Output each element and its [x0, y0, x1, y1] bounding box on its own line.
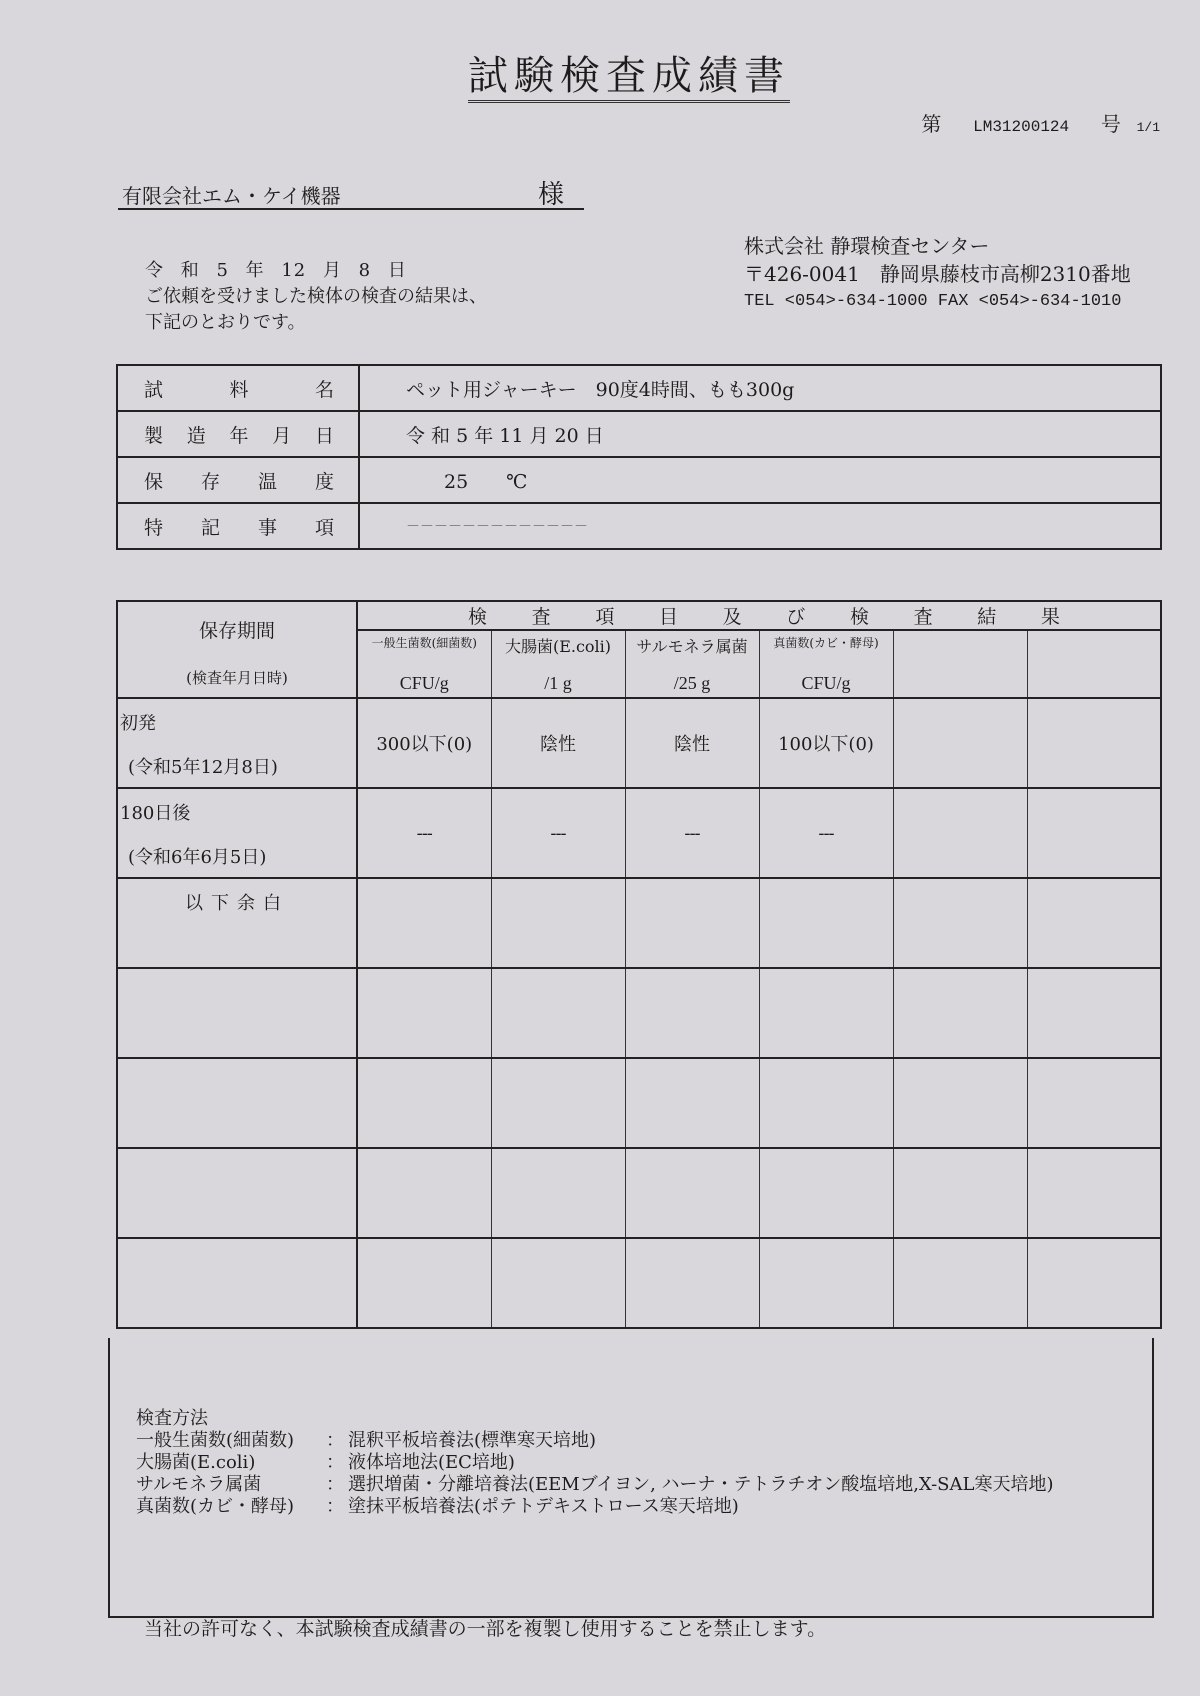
column-name: 大腸菌(E.coli) [504, 637, 612, 656]
result-cell [759, 878, 893, 968]
issue-date: 令 和 5 年 12 月 8 日 [145, 260, 407, 281]
page-indicator: 1/1 [1136, 120, 1160, 135]
result-cell [893, 1058, 1027, 1148]
result-cell [625, 1148, 759, 1238]
method-item: 大腸菌(E.coli) [136, 1452, 256, 1473]
doc-number-suffix: 号 [1100, 112, 1121, 136]
method-description: 塗抹平板培養法(ポテトデキストロース寒天培地) [348, 1496, 739, 1517]
result-cell [893, 1238, 1027, 1328]
results-table [116, 600, 1162, 1329]
period-cell [117, 1238, 357, 1328]
result-cell [1027, 1058, 1161, 1148]
result-cell: --- [759, 788, 893, 878]
column-unit: /25 g [673, 673, 711, 693]
period-cell [117, 878, 357, 968]
label-char: 記 [200, 516, 220, 539]
table-row [117, 968, 1161, 1058]
sample-info-row [117, 457, 1161, 503]
result-cell [625, 878, 759, 968]
result-cell [893, 968, 1027, 1058]
sample-info-row [117, 365, 1161, 411]
method-row [136, 1452, 1053, 1474]
letter-block [145, 258, 487, 336]
result-cell [759, 1058, 893, 1148]
sample-name-value: ペット用ジャーキー 90度4時間、もも300g [359, 365, 1161, 411]
manufacture-date-value: 令 和 5 年 11 月 20 日 [359, 411, 1161, 457]
period-cell [117, 788, 357, 878]
result-cell: --- [491, 788, 625, 878]
column-header-ecoli [491, 630, 625, 698]
table-row [117, 1238, 1161, 1328]
table-row [117, 1058, 1161, 1148]
result-cell [893, 1148, 1027, 1238]
group-header-char: 査 [531, 606, 551, 628]
result-cell: --- [625, 788, 759, 878]
column-name: 真菌数(カビ・酵母) [773, 636, 879, 650]
method-description: 液体培地法(EC培地) [348, 1452, 515, 1473]
column-name: サルモネラ属菌 [636, 637, 748, 656]
method-description: 選択増菌・分離培養法(EEMブイヨン, ハーナ・テトラチオン酸塩培地,X-SAL寒天培地) [348, 1474, 1054, 1495]
label-char: 存 [200, 470, 220, 493]
column-unit: /1 g [544, 673, 572, 693]
period-cell [117, 698, 357, 788]
issuer-contact: TEL <054>-634-1000 FAX <054>-634-1010 [744, 292, 1122, 311]
label-char: 試 [144, 378, 164, 401]
label-char: 度 [314, 470, 334, 493]
label-char: 事 [257, 516, 277, 539]
sample-info-row [117, 411, 1161, 457]
period-cell [117, 1148, 357, 1238]
letter-line-1: ご依頼を受けました検体の検査の結果は、 [145, 286, 487, 307]
table-row [117, 1148, 1161, 1238]
group-header-char: 検 [849, 606, 869, 628]
result-cell [1027, 968, 1161, 1058]
table-row [117, 698, 1161, 788]
result-cell [357, 1238, 491, 1328]
result-cell [491, 968, 625, 1058]
group-header-char: 検 [468, 606, 488, 628]
method-separator: ： [326, 1430, 344, 1451]
results-group-header-row [117, 601, 1161, 630]
group-header-char: 査 [913, 606, 933, 628]
group-header-char: 果 [1040, 606, 1060, 628]
result-cell [759, 968, 893, 1058]
label-char: 日 [314, 424, 334, 447]
result-cell: 陰性 [625, 698, 759, 788]
group-header-char: 結 [977, 606, 997, 628]
period-date: (令和5年12月8日) [128, 757, 278, 778]
storage-temp-value: 25 ℃ [359, 457, 1161, 503]
method-item: サルモネラ属菌 [136, 1474, 262, 1495]
methods-box [108, 1338, 1154, 1618]
method-row [136, 1496, 1053, 1518]
label-char: 造 [186, 424, 206, 447]
method-row [136, 1430, 1053, 1452]
sample-info-table [116, 364, 1162, 550]
group-header-char: 項 [595, 606, 615, 628]
method-separator: ： [326, 1474, 344, 1495]
blank-below-label: 以下余白 [185, 893, 289, 914]
column-unit: CFU/g [399, 673, 449, 693]
label-char: 名 [314, 378, 334, 401]
doc-number-value: LM31200124 [973, 118, 1070, 136]
result-cell [625, 1058, 759, 1148]
label-char: 年 [229, 424, 249, 447]
copyright-notice: 当社の許可なく、本試験検査成績書の一部を複製し使用することを禁止します。 [144, 1618, 827, 1640]
column-header-general-bacteria [357, 630, 491, 698]
sample-info-row [117, 503, 1161, 549]
result-cell [491, 1058, 625, 1148]
column-header-fungi [759, 630, 893, 698]
manufacture-date-label [117, 411, 359, 457]
result-cell [1027, 1148, 1161, 1238]
method-separator: ： [326, 1496, 344, 1517]
result-cell [759, 1148, 893, 1238]
result-cell [625, 1238, 759, 1328]
recipient-name: 有限会社エム・ケイ機器 [122, 184, 341, 208]
method-description: 混釈平板培養法(標準寒天培地) [348, 1430, 597, 1451]
table-row [117, 878, 1161, 968]
issuer-company: 株式会社 静環検査センター [744, 234, 990, 258]
recipient-line [118, 178, 584, 210]
group-header-char: び [786, 606, 806, 628]
result-cell: 陰性 [491, 698, 625, 788]
period-subheader-label: (検査年月日時) [186, 668, 288, 687]
period-cell [117, 968, 357, 1058]
group-header [357, 601, 1161, 630]
method-item: 真菌数(カビ・酵母) [136, 1496, 295, 1517]
period-header-label: 保存期間 [198, 619, 275, 642]
label-char: 保 [144, 470, 164, 493]
group-header-char: 目 [658, 606, 678, 628]
result-cell [893, 698, 1027, 788]
doc-number-prefix: 第 [921, 112, 942, 136]
result-cell: 300以下(0) [357, 698, 491, 788]
column-unit: CFU/g [801, 673, 851, 693]
group-header-char: 及 [722, 606, 742, 628]
column-header-salmonella [625, 630, 759, 698]
result-cell [491, 878, 625, 968]
method-row [136, 1474, 1053, 1496]
result-cell [1027, 698, 1161, 788]
result-cell [357, 1148, 491, 1238]
period-label: 180日後 [120, 803, 191, 824]
label-char: 特 [144, 516, 164, 539]
result-cell [491, 1148, 625, 1238]
method-item: 一般生菌数(細菌数) [136, 1430, 295, 1451]
result-cell [893, 878, 1027, 968]
period-date: (令和6年6月5日) [128, 847, 267, 868]
methods-title: 検査方法 [136, 1408, 208, 1429]
document-number [921, 108, 1160, 137]
label-char: 製 [144, 424, 164, 447]
remarks-value: －－－－－－－－－－－－－ [359, 503, 1161, 549]
sample-name-label [117, 365, 359, 411]
result-cell [625, 968, 759, 1058]
document-title: 試験検査成績書 [468, 54, 790, 103]
label-char: 月 [272, 424, 292, 447]
result-cell: 100以下(0) [759, 698, 893, 788]
result-cell [1027, 1238, 1161, 1328]
letter-line-2: 下記のとおりです。 [145, 312, 306, 333]
period-label: 初発 [120, 713, 156, 734]
storage-temp-label [117, 457, 359, 503]
result-cell [1027, 878, 1161, 968]
period-header [117, 601, 357, 698]
result-cell [1027, 788, 1161, 878]
issuer-block [744, 232, 1131, 316]
recipient-honorific: 様 [538, 180, 565, 210]
method-separator: ： [326, 1452, 344, 1473]
remarks-label [117, 503, 359, 549]
result-cell [893, 788, 1027, 878]
column-header-empty [893, 630, 1027, 698]
result-cell [759, 1238, 893, 1328]
period-cell [117, 1058, 357, 1148]
label-char: 温 [257, 470, 277, 493]
issuer-address: 〒426-0041 静岡県藤枝市高柳2310番地 [744, 262, 1131, 286]
result-cell [357, 968, 491, 1058]
column-header-empty [1027, 630, 1161, 698]
column-name: 一般生菌数(細菌数) [371, 636, 477, 650]
table-row [117, 788, 1161, 878]
result-cell: --- [357, 788, 491, 878]
result-cell [357, 878, 491, 968]
result-cell [357, 1058, 491, 1148]
label-char: 項 [314, 516, 334, 539]
label-char: 料 [229, 378, 249, 401]
result-cell [491, 1238, 625, 1328]
